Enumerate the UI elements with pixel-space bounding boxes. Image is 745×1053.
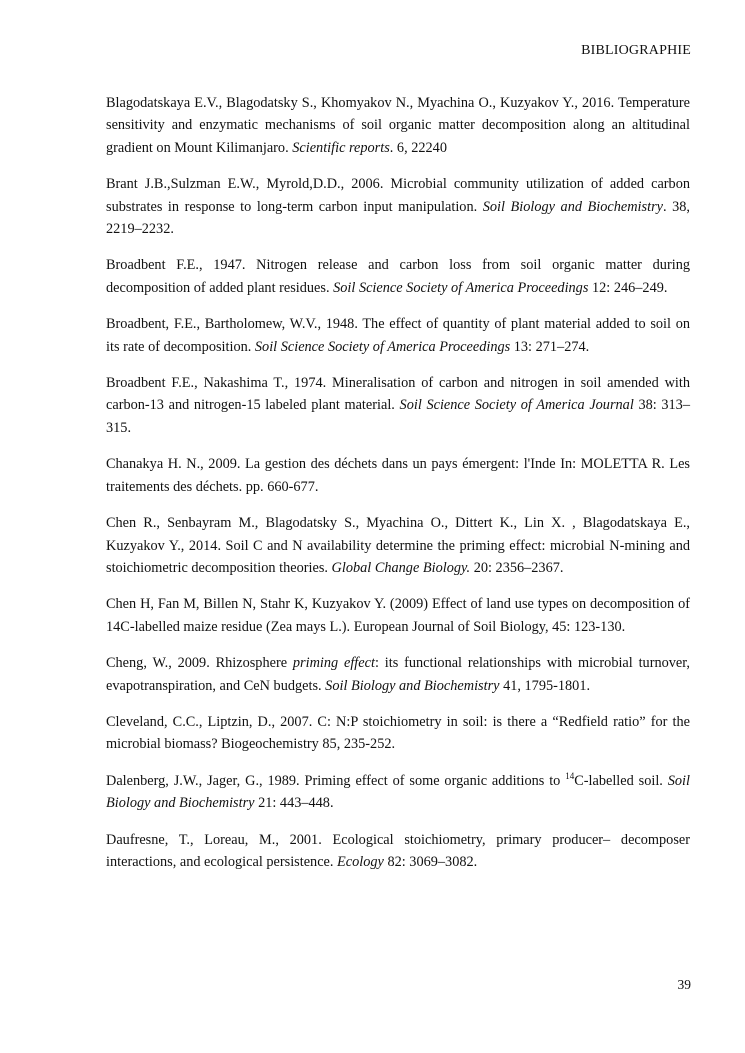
reference-text: Broadbent F.E., Nakashima T., 1974. Mineralisation of carbon and nitrogen in soil amended with carbon-13 and nitrogen-15 labeled plant material. — [106, 375, 690, 414]
reference-details: 38: 313–315. — [106, 397, 690, 436]
reference-details: 21: 443–448. — [254, 795, 334, 812]
reference-details: . 38, 2219–2232. — [106, 198, 690, 238]
reference-list — [106, 92, 690, 887]
reference-text: Broadbent F.E., 1947. Nitrogen release and carbon loss from soil organic matter during decomposition of added plant residues. — [106, 257, 690, 296]
reference-item — [106, 652, 690, 697]
reference-text: Dalenberg, J.W., Jager, G., 1989. Priming effect of some organic additions to — [106, 772, 566, 789]
reference-details: 20: 2356–2367. — [470, 559, 564, 576]
reference-item — [106, 711, 690, 756]
reference-details: 13: 271–274. — [510, 338, 590, 355]
reference-text: : its functional relationships with microbial turnover, evapotranspiration, and CeN budgets. — [106, 655, 691, 694]
reference-item — [106, 372, 690, 439]
reference-item — [106, 254, 690, 299]
journal-title: Global Change Biology. — [331, 559, 471, 576]
reference-text: Broadbent, F.E., Bartholomew, W.V., 1948. The effect of quantity of plant material added to soil on its rate of decomposition. — [106, 316, 690, 355]
journal-title: Ecology — [337, 853, 384, 870]
reference-item — [106, 173, 690, 240]
reference-item — [106, 593, 690, 638]
reference-item — [106, 512, 690, 579]
journal-title: Soil Science Society of America Journal — [399, 397, 634, 414]
journal-title: Soil Biology and Biochemistry — [106, 772, 690, 812]
superscript-isotope: 14 — [565, 770, 575, 781]
reference-text: Cleveland, C.C., Liptzin, D., 2007. C: N:P stoichiometry in soil: is there a “Redfield ratio” for the microbial biomass? Biogeochemistry 85, 235-252. — [106, 713, 690, 753]
reference-text: Chen H, Fan M, Billen N, Stahr K, Kuzyakov Y. (2009) Effect of land use types on decomposition of 14C-labelled maize residue (Zea mays L.). European Journal of Soil Biology, 45: 123-130. — [106, 596, 690, 635]
reference-details: 82: 3069–3082. — [383, 853, 478, 870]
journal-title: Scientific reports — [292, 139, 390, 156]
reference-item — [106, 770, 690, 815]
reference-item — [106, 829, 690, 874]
reference-text: Brant J.B.,Sulzman E.W., Myrold,D.D., 2006. Microbial community utilization of added carbon substrates in response to long-term carbon input manipulation. — [106, 176, 690, 215]
reference-text: Daufresne, T., Loreau, M., 2001. Ecological stoichiometry, primary producer– decomposer interactions, and ecological persistence. — [106, 831, 690, 870]
reference-text: Chen R., Senbayram M., Blagodatsky S., Myachina O., Dittert K., Lin X. , Blagodatskaya E., Kuzyakov Y., 2014. Soil C and N availability determine the priming effect: microbial N-mining and stoichiometric decomposition theories. — [106, 515, 690, 576]
reference-text: Cheng, W., 2009. Rhizosphere — [106, 655, 293, 672]
reference-item — [106, 313, 690, 358]
journal-title: Soil Biology and Biochemistry — [325, 677, 500, 694]
page-number: 39 — [677, 977, 691, 992]
reference-text: Chanakya H. N., 2009. La gestion des déchets dans un pays émergent: l'Inde In: MOLETTA R. Les traitements des déchets. pp. 660-677. — [106, 456, 690, 495]
reference-text: C-labelled soil. — [574, 772, 668, 789]
reference-details: . 6, 22240 — [389, 139, 447, 156]
journal-title: Soil Biology and Biochemistry — [482, 198, 663, 215]
italic-term: priming effect — [292, 655, 375, 672]
section-header: BIBLIOGRAPHIE — [581, 43, 691, 58]
reference-details: 12: 246–249. — [588, 279, 668, 296]
reference-details: 41, 1795-1801. — [499, 677, 591, 694]
reference-item — [106, 92, 690, 159]
reference-item — [106, 453, 690, 498]
journal-title: Soil Science Society of America Proceedings — [333, 279, 589, 296]
reference-text: Blagodatskaya E.V., Blagodatsky S., Khomyakov N., Myachina O., Kuzyakov Y., 2016. Temperature sensitivity and enzymatic mechanisms of soil organic matter decomposition along an altitudinal gradient on Mount Kilimanjaro. — [106, 95, 690, 156]
journal-title: Soil Science Society of America Proceedings — [254, 338, 511, 355]
